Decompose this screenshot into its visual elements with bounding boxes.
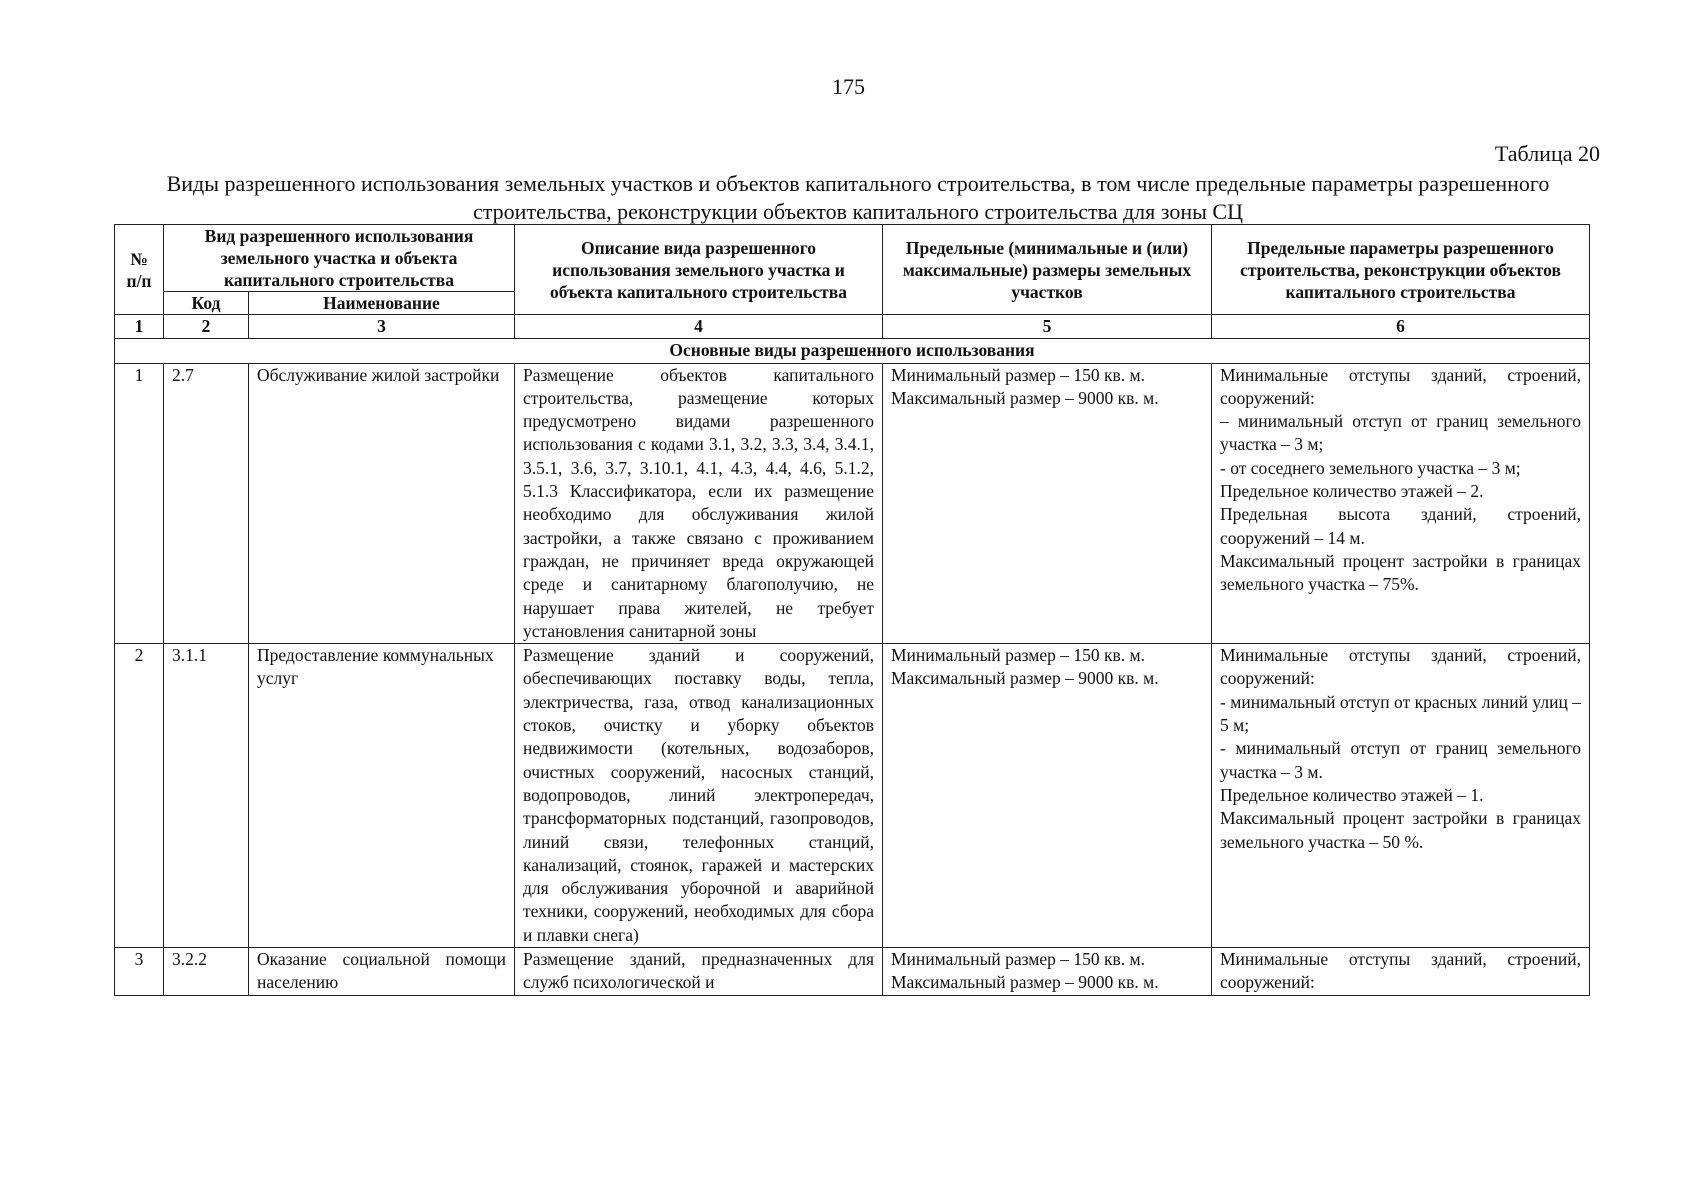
param-line: - от соседнего земельного участка – 3 м; — [1220, 457, 1521, 478]
row-description: Размещение зданий и сооружений, обеспечивающих поставку воды, тепла, электричества, газа, отвод канализационных стоков, очистку и уборку объектов недвижимости (котельных, водозаборов, очистных сооружений, насосных станций, водопроводов, линий электропередач, трансформаторных подстанций, газопроводов, линий связи, телефонных станций, канализаций, стоянок, гаражей и мастерских для обслуживания уборочной и аварийной техники, сооружений, необходимых для сбора и плавки снега) — [515, 644, 883, 948]
size-max: Максимальный размер – 9000 кв. м. — [891, 972, 1159, 993]
row-params — [1212, 644, 1590, 948]
page-number: 175 — [832, 74, 865, 99]
header-params: Предельные параметры разрешенного строительства, реконструкции объектов капитального строительства — [1212, 225, 1590, 315]
param-line: Минимальные отступы зданий, строений, сооружений: — [1220, 949, 1581, 993]
size-min: Минимальный размер – 150 кв. м. — [891, 949, 1145, 970]
param-line: Максимальный процент застройки в границах земельного участка – 50 %. — [1220, 808, 1581, 852]
row-sizes — [883, 948, 1212, 996]
row-params — [1212, 948, 1590, 996]
header-sizes: Предельные (минимальные и (или) максимальные) размеры земельных участков — [883, 225, 1212, 315]
size-min: Минимальный размер – 150 кв. м. — [891, 645, 1145, 666]
table-title: Виды разрешенного использования земельных участков и объектов капитального строительства, в том числе предельные параметры разрешенного строительства, реконструкции объектов капитального строительства для зоны СЦ — [166, 171, 1550, 224]
column-number: 3 — [249, 315, 515, 339]
column-number: 5 — [883, 315, 1212, 339]
row-name: Обслуживание жилой застройки — [249, 363, 515, 644]
row-name: Оказание социальной помощи населению — [249, 948, 515, 996]
zoning-table — [114, 224, 1590, 996]
table-row — [115, 644, 1590, 948]
column-number: 1 — [115, 315, 164, 339]
section-title: Основные виды разрешенного использования — [115, 339, 1590, 363]
column-number: 6 — [1212, 315, 1590, 339]
row-description: Размещение зданий, предназначенных для служб психологической и — [515, 948, 883, 996]
size-max: Максимальный размер – 9000 кв. м. — [891, 387, 1159, 408]
header-code: Код — [164, 292, 249, 315]
row-name: Предоставление коммунальных услуг — [249, 644, 515, 948]
table-row — [115, 948, 1590, 996]
param-line: - минимальный отступ от границ земельного участка – 3 м. — [1220, 738, 1581, 782]
param-line: – минимальный отступ от границ земельного участка – 3 м; — [1220, 411, 1581, 455]
row-code: 2.7 — [164, 363, 249, 644]
row-params — [1212, 363, 1590, 644]
row-number: 2 — [115, 644, 164, 948]
row-sizes — [883, 644, 1212, 948]
header-kind: Вид разрешенного использования земельного участка и объекта капитального строительства — [164, 225, 515, 292]
column-number: 2 — [164, 315, 249, 339]
param-line: Предельное количество этажей – 1. — [1220, 784, 1484, 805]
row-description: Размещение объектов капитального строительства, размещение которых предусмотрено видами разрешенного использования с кодами 3.1, 3.2, 3.3, 3.4, 3.4.1, 3.5.1, 3.6, 3.7, 3.10.1, 4.1, 4.3, 4.4, 4.6, 5.1.2, 5.1.3 Классификатора, если их размещение необходимо для обслуживания жилой застройки, а также связано с проживанием граждан, не причиняет вреда окружающей среде и санитарному благополучию, не нарушает права жителей, не требует установления санитарной зоны — [515, 363, 883, 644]
param-line: Минимальные отступы зданий, строений, сооружений: — [1220, 364, 1581, 408]
column-number: 4 — [515, 315, 883, 339]
column-numbers-row — [115, 315, 1590, 339]
header-row — [115, 225, 1590, 292]
header-description: Описание вида разрешенного использования земельного участка и объекта капитального строительства — [515, 225, 883, 315]
param-line: Предельная высота зданий, строений, сооружений – 14 м. — [1220, 504, 1581, 548]
size-max: Максимальный размер – 9000 кв. м. — [891, 668, 1159, 689]
header-name: Наименование — [249, 292, 515, 315]
row-code: 3.1.1 — [164, 644, 249, 948]
param-line: - минимальный отступ от красных линий улиц – 5 м; — [1220, 691, 1581, 736]
param-line: Максимальный процент застройки в границах земельного участка – 75%. — [1220, 550, 1581, 595]
header-number: № п/п — [115, 225, 164, 315]
table-row — [115, 363, 1590, 644]
param-line: Минимальные отступы зданий, строений, сооружений: — [1220, 645, 1581, 689]
section-row — [115, 339, 1590, 363]
size-min: Минимальный размер – 150 кв. м. — [891, 364, 1145, 385]
row-number: 1 — [115, 363, 164, 644]
param-line: Предельное количество этажей – 2. — [1220, 481, 1484, 502]
row-number: 3 — [115, 948, 164, 996]
table-label: Таблица 20 — [1494, 141, 1600, 166]
row-code: 3.2.2 — [164, 948, 249, 996]
row-sizes — [883, 363, 1212, 644]
